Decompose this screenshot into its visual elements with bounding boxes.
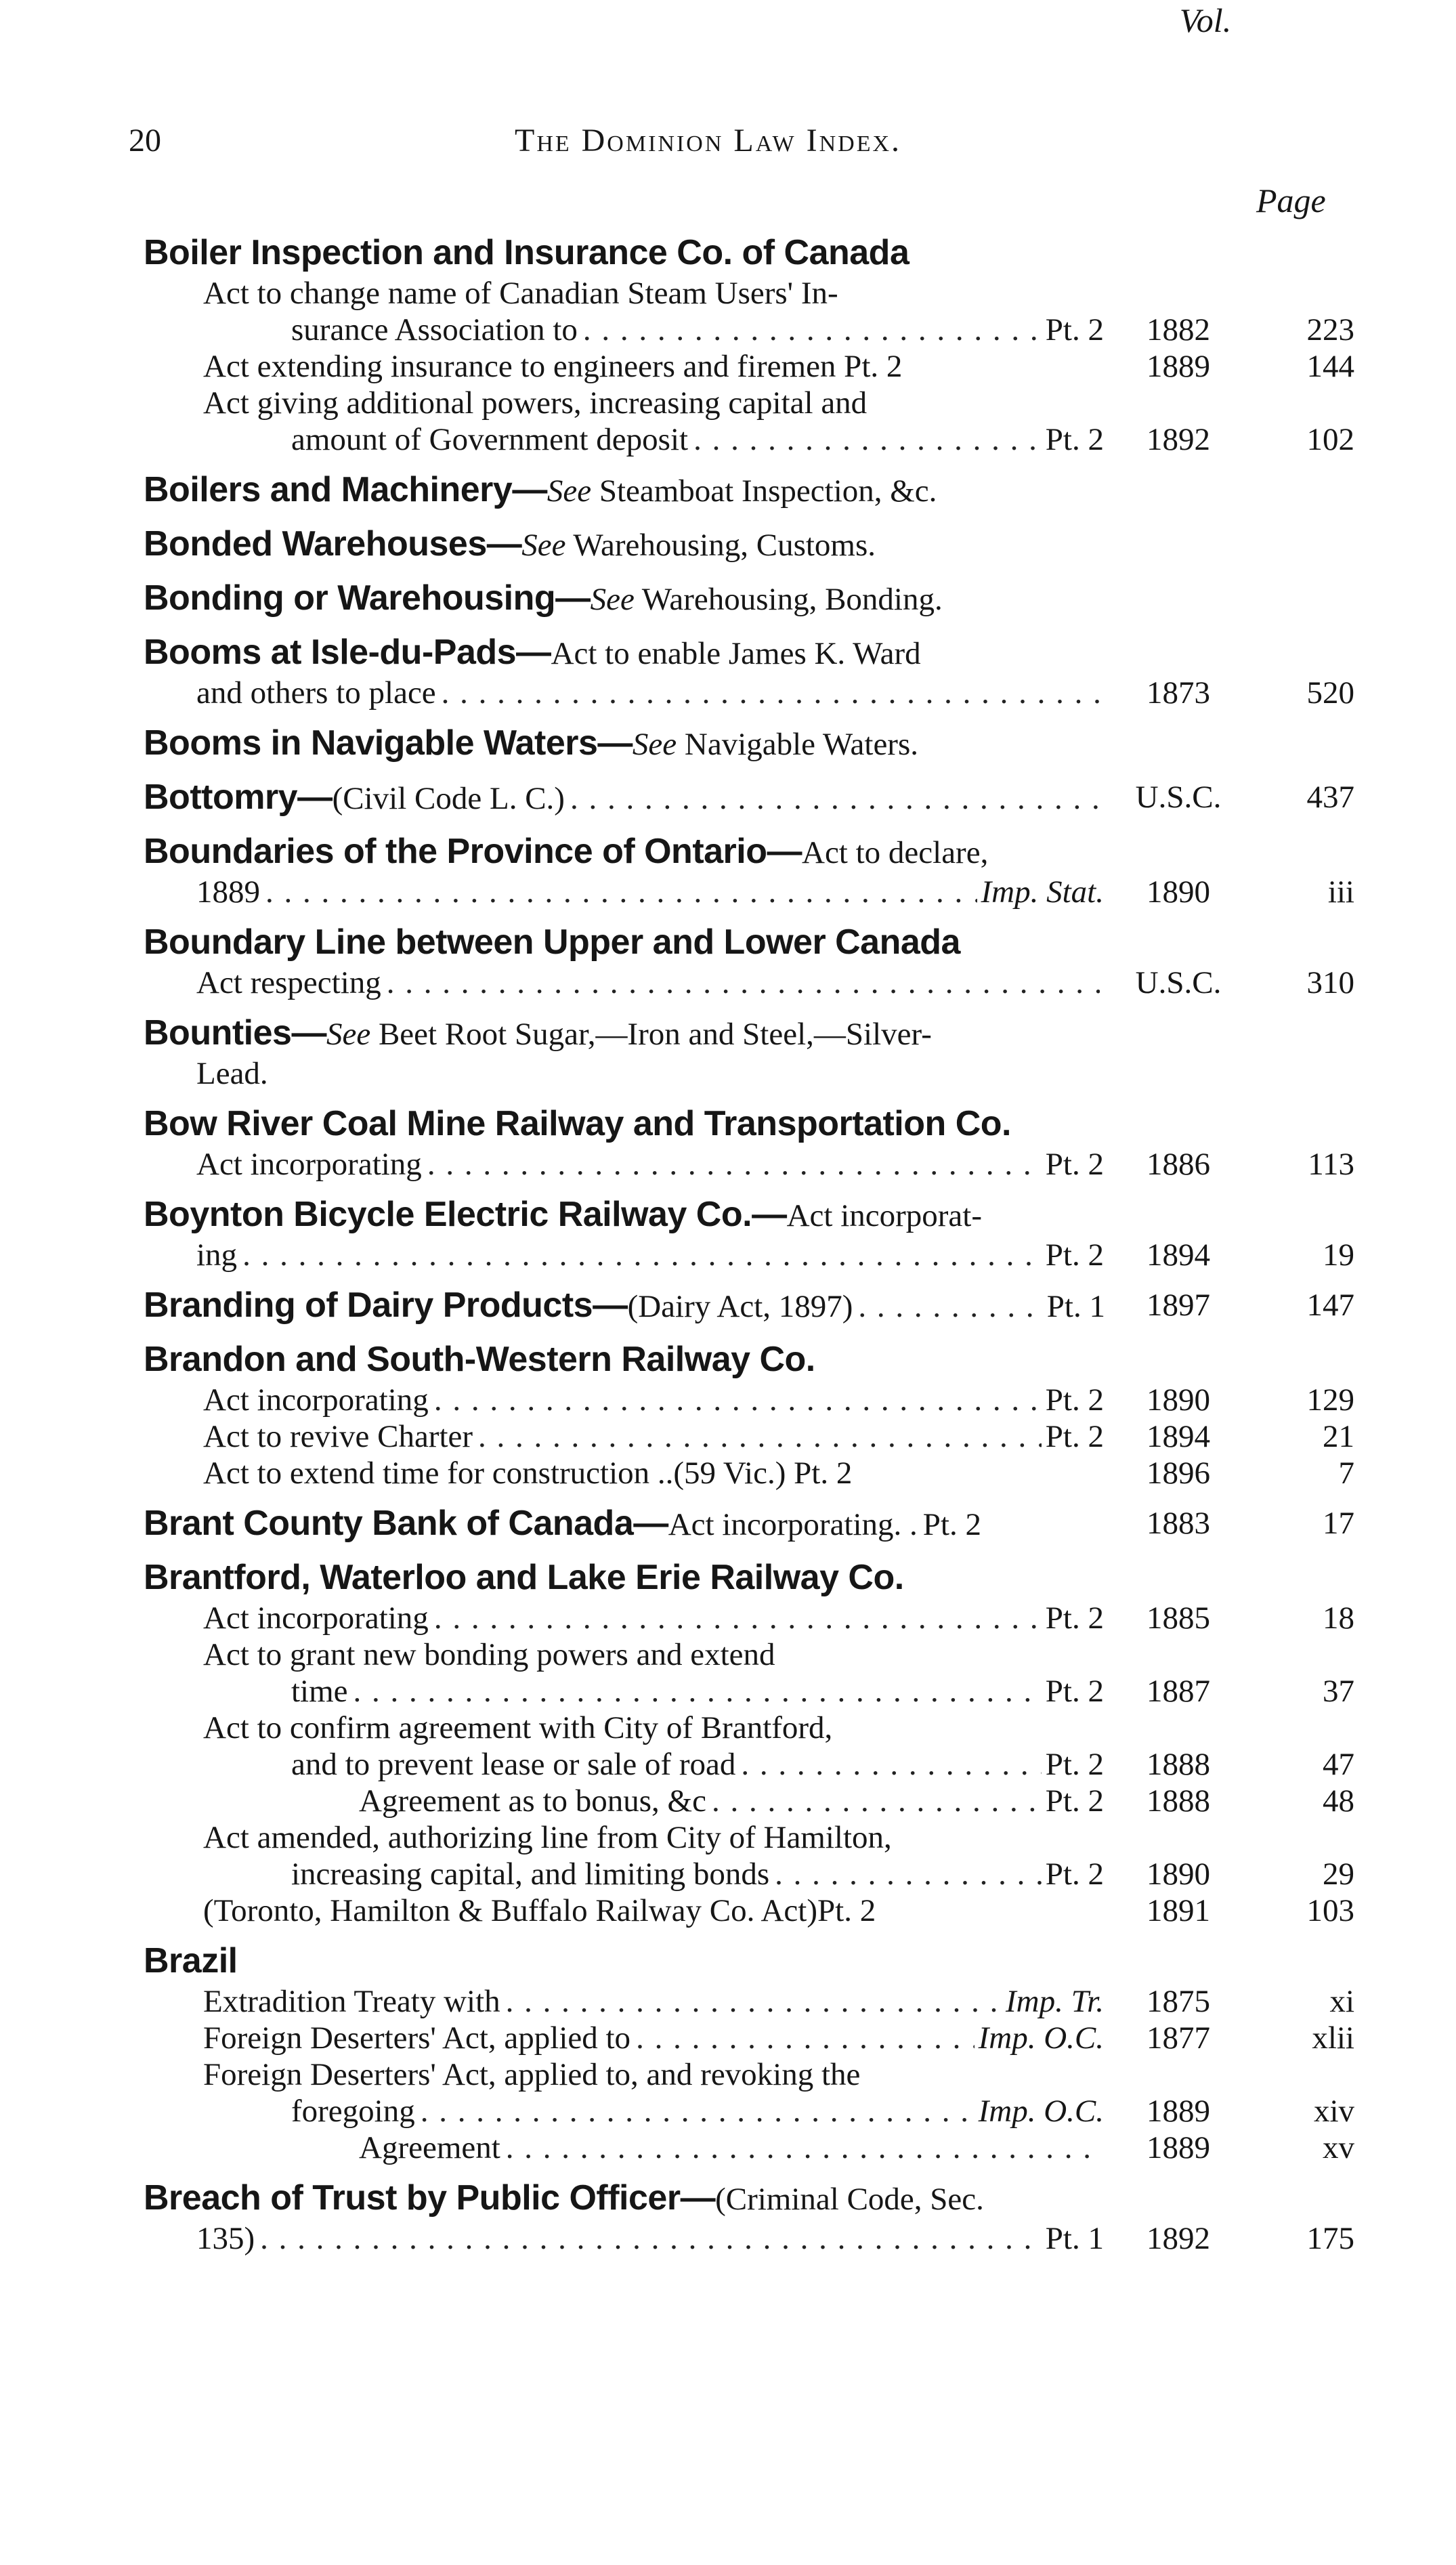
entry-rest-text: Steamboat Inspection, &c. (591, 473, 937, 509)
entry-sub-text: Foreign Deserters' Act, applied to, and revoking the (203, 2057, 861, 2092)
entry-ref: Pt. 2 (1045, 422, 1104, 457)
entry-heading: Bonded Warehouses— (144, 524, 522, 564)
entry-rest-text: Act incorporat- (786, 1198, 982, 1233)
see-reference: See (632, 727, 677, 762)
entry-rest-text: Act to declare, (802, 835, 989, 870)
entry-ref: Pt. 2 (1045, 312, 1104, 347)
entry-vol: 1882 (1147, 312, 1210, 347)
index-entry-booms-isle-du-pads (0, 630, 1456, 711)
entry-sub-text: foregoing (291, 2094, 415, 2129)
index-entry-boynton-bicycle (0, 1192, 1456, 1273)
running-title: The Dominion Law Index. (515, 123, 902, 158)
see-reference: See (326, 1017, 371, 1052)
entry-vol: 1877 (1147, 2020, 1210, 2056)
entry-vol: 1889 (1147, 2130, 1210, 2165)
index-entry-booms-navigable-waters (0, 721, 1456, 765)
entry-vol: U.S.C. (1135, 965, 1222, 1000)
entry-page: 17 (1323, 1506, 1354, 1541)
entry-sub-text: amount of Government deposit (291, 422, 689, 457)
entry-sub-text: Act to confirm agreement with City of Brantford, (203, 1710, 833, 1745)
entry-sub-text: Act incorporating (203, 1382, 429, 1418)
entry-page: 175 (1306, 2221, 1354, 2256)
entry-heading: Bottomry— (144, 778, 333, 817)
entry-sub-text: Act to change name of Canadian Steam Users' In- (203, 276, 838, 311)
entry-page: 144 (1306, 349, 1354, 384)
entry-page: 129 (1306, 1382, 1354, 1418)
entry-page: 18 (1323, 1601, 1354, 1636)
entry-heading: Bonding or Warehousing— (144, 578, 591, 618)
entry-vol: 1887 (1147, 1674, 1210, 1709)
index-entry-boundaries-ontario (0, 829, 1456, 910)
entry-heading: Bounties— (144, 1013, 326, 1053)
entry-rest-text: (Criminal Code, Sec. (715, 2182, 984, 2217)
entry-ref: Pt. 1 (1046, 1289, 1105, 1324)
index-entry-bonding-warehousing (0, 576, 1456, 620)
entry-ref: Pt. 2 (1045, 1147, 1104, 1182)
entry-heading: Breach of Trust by Public Officer— (144, 2178, 716, 2218)
entry-vol: 1889 (1147, 349, 1210, 384)
entry-vol: 1888 (1147, 1747, 1210, 1782)
entry-rest-text: Act to enable James K. Ward (551, 636, 921, 671)
see-reference: See (590, 582, 635, 617)
entry-vol: 1890 (1147, 874, 1210, 910)
entry-sub-text: surance Association to (291, 312, 578, 347)
index-entry-brazil (0, 1938, 1456, 2166)
entry-sub-text: and to prevent lease or sale of road (291, 1747, 736, 1782)
index-entry-bonded-warehouses (0, 522, 1456, 566)
entry-rest-text: (Dairy Act, 1897) (627, 1289, 853, 1324)
entry-heading: Brantford, Waterloo and Lake Erie Railway Co. (144, 1558, 904, 1597)
entry-ref: Pt. 2 (1045, 1237, 1104, 1273)
entry-page: 102 (1306, 422, 1354, 457)
entry-heading: Booms in Navigable Waters— (144, 723, 633, 763)
entry-sub-text: Act amended, authorizing line from City of Hamilton, (203, 1820, 892, 1855)
index-entry-brantford-waterloo (0, 1555, 1456, 1929)
index-entry-boundary-line (0, 920, 1456, 1001)
entry-heading: Bow River Coal Mine Railway and Transportation Co. (144, 1104, 1011, 1143)
entry-vol: 1875 (1147, 1984, 1210, 2019)
entry-page: 437 (1306, 780, 1354, 815)
entry-page: xlii (1312, 2020, 1354, 2056)
entry-vol: 1873 (1147, 675, 1210, 711)
running-head (0, 121, 1456, 161)
entry-heading: Boiler Inspection and Insurance Co. of Canada (144, 233, 909, 272)
entry-sub-text: Foreign Deserters' Act, applied to (203, 2020, 631, 2056)
entry-page: 7 (1338, 1456, 1354, 1491)
entry-sub-text: Act incorporating (203, 1601, 429, 1636)
entry-heading: Boynton Bicycle Electric Railway Co.— (144, 1195, 787, 1234)
entry-sub-text: Extradition Treaty with (203, 1984, 500, 2019)
entry-heading: Boundaries of the Province of Ontario— (144, 832, 802, 871)
entry-page: 21 (1323, 1419, 1354, 1454)
entry-sub-text: Act to grant new bonding powers and extend (203, 1637, 775, 1672)
entry-sub-text: Lead. (196, 1056, 268, 1091)
index-entry-bottomry (0, 775, 1456, 820)
entry-vol: 1896 (1147, 1456, 1210, 1491)
see-reference: See (521, 528, 566, 563)
entry-sub-text: Act respecting (196, 965, 381, 1000)
index-entries (0, 230, 1456, 2266)
entry-ref: Imp. O.C. (978, 2020, 1104, 2056)
entry-ref: Pt. 2 (1045, 1382, 1104, 1418)
entry-ref: Pt. 2 (1045, 1674, 1104, 1709)
entry-sub-text: Agreement as to bonus, &c (359, 1783, 706, 1819)
entry-page: xi (1329, 1984, 1354, 2019)
entry-vol: 1894 (1147, 1419, 1210, 1454)
entry-sub-text: ing (196, 1237, 238, 1273)
entry-page: xv (1323, 2130, 1354, 2165)
entry-vol: 1892 (1147, 2221, 1210, 2256)
entry-page: 310 (1306, 965, 1354, 1000)
entry-heading: Boilers and Machinery— (144, 470, 547, 509)
index-entry-breach-of-trust (0, 2176, 1456, 2257)
entry-vol: 1888 (1147, 1783, 1210, 1819)
entry-vol: 1885 (1147, 1601, 1210, 1636)
vol-column-label: Vol. (1179, 1, 1232, 39)
entry-sub-text: Act to extend time for construction ..(59 Vic.) Pt. 2 (203, 1456, 853, 1491)
index-entry-brant-county-bank (0, 1501, 1456, 1546)
entry-sub-text: Act to revive Charter (203, 1419, 473, 1454)
index-entry-boiler-inspection (0, 230, 1456, 458)
entry-vol: 1891 (1147, 1893, 1210, 1928)
entry-heading: Brandon and South-Western Railway Co. (144, 1340, 815, 1379)
entry-heading: Booms at Isle-du-Pads— (144, 633, 551, 672)
entry-heading: Branding of Dairy Products— (144, 1286, 628, 1325)
entry-page: 223 (1306, 312, 1354, 347)
index-entry-boilers-machinery (0, 467, 1456, 512)
entry-ref: Pt. 2 (1045, 1601, 1104, 1636)
entry-vol: 1886 (1147, 1147, 1210, 1182)
entry-heading: Brant County Bank of Canada— (144, 1504, 668, 1543)
entry-ref: Pt. 2 (1045, 1747, 1104, 1782)
entry-vol: U.S.C. (1135, 780, 1222, 815)
index-entry-bow-river (0, 1101, 1456, 1183)
entry-vol: 1892 (1147, 422, 1210, 457)
entry-sub-text: Act giving additional powers, increasing capital and (203, 385, 868, 421)
entry-page: 19 (1323, 1237, 1354, 1273)
page-number: 20 (129, 123, 161, 158)
entry-page: 103 (1306, 1893, 1354, 1928)
entry-sub-text: Agreement (359, 2130, 500, 2165)
entry-sub-text: (Toronto, Hamilton & Buffalo Railway Co. Act)Pt. 2 (203, 1893, 876, 1928)
see-reference: See (547, 473, 592, 509)
entry-ref: Pt. 2 (922, 1507, 981, 1542)
entry-ref: Pt. 2 (1045, 1857, 1104, 1892)
entry-vol: 1897 (1147, 1288, 1210, 1323)
entry-ref: Pt. 2 (1045, 1783, 1104, 1819)
entry-page: 113 (1308, 1147, 1354, 1182)
entry-rest-text: Act incorporating. . (668, 1507, 918, 1542)
entry-page: 520 (1306, 675, 1354, 711)
entry-heading: Brazil (144, 1941, 238, 1980)
entry-vol: 1894 (1147, 1237, 1210, 1273)
entry-ref: Pt. 1 (1045, 2221, 1104, 2256)
entry-sub-text: Act extending insurance to engineers and firemen Pt. 2 (203, 349, 903, 384)
page-column-label: Page (1256, 182, 1326, 219)
entry-rest-text: Beet Root Sugar,—Iron and Steel,—Silver- (370, 1017, 932, 1052)
entry-sub-text: time (291, 1674, 348, 1709)
entry-sub-text: Act incorporating (196, 1147, 422, 1182)
entry-rest-text: (Civil Code L. C.) (332, 781, 565, 816)
entry-sub-text: and others to place (196, 675, 436, 711)
entry-page: 147 (1306, 1288, 1354, 1323)
entry-sub-text: 135) (196, 2221, 255, 2256)
entry-vol: 1889 (1147, 2094, 1210, 2129)
entry-vol: 1890 (1147, 1857, 1210, 1892)
entry-vol: 1883 (1147, 1506, 1210, 1541)
entry-page: 37 (1323, 1674, 1354, 1709)
entry-sub-text: increasing capital, and limiting bonds (291, 1857, 770, 1892)
entry-rest-text: Warehousing, Bonding. (634, 582, 943, 617)
entry-rest-text: Warehousing, Customs. (565, 528, 876, 563)
entry-ref: Imp. Stat. (981, 874, 1104, 910)
entry-vol: 1890 (1147, 1382, 1210, 1418)
entry-page: 47 (1323, 1747, 1354, 1782)
index-entry-brandon-south-western (0, 1337, 1456, 1491)
entry-ref: Pt. 2 (1045, 1419, 1104, 1454)
entry-ref: Imp. O.C. (978, 2094, 1104, 2129)
entry-page: xiv (1313, 2094, 1354, 2129)
entry-rest-text: Navigable Waters. (677, 727, 919, 762)
entry-page: 48 (1323, 1783, 1354, 1819)
entry-page: iii (1327, 874, 1354, 910)
entry-heading: Boundary Line between Upper and Lower Canada (144, 923, 960, 962)
entry-sub-text: 1889 (196, 874, 260, 910)
index-entry-branding-dairy (0, 1283, 1456, 1328)
entry-ref: Imp. Tr. (1006, 1984, 1104, 2019)
index-entry-bounties (0, 1011, 1456, 1092)
entry-page: 29 (1323, 1857, 1354, 1892)
